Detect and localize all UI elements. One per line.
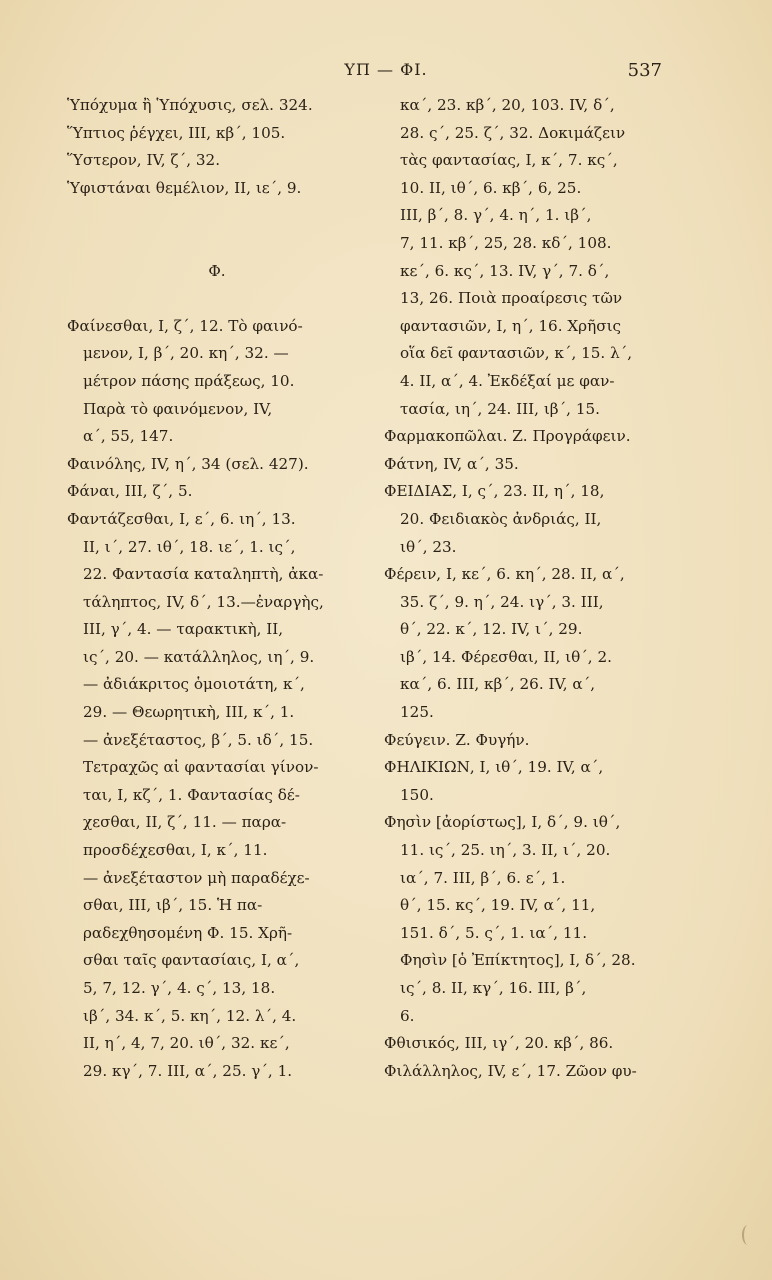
index-line: μέτρον πάσης πράξεως, 10.	[83, 371, 295, 390]
index-line: 22. Φαντασία καταληπτὴ, ἀκα-	[83, 565, 324, 584]
index-column-right	[384, 92, 684, 1085]
index-line: ραδεχθησομένη Φ. 15. Χρῆ-	[83, 923, 293, 942]
index-line: 5, 7, 12. γ΄, 4. ς΄, 13, 18.	[83, 979, 276, 997]
index-line: τὰς φαντασίας, I, κ΄, 7. κς΄,	[400, 151, 618, 170]
index-line: Φαινόλης, IV, η΄, 34 (σελ. 427).	[67, 454, 309, 473]
page-margin-mark	[742, 1225, 754, 1245]
index-line: ις΄, 8. II, κγ΄, 16. III, β΄,	[400, 979, 587, 997]
section-heading: Φ.	[208, 261, 226, 280]
index-line: Φησὶν [ὁ Ἐπίκτητος], I, δ΄, 28.	[400, 951, 636, 970]
index-line: Τετραχῶς αἱ φαντασίαι γίνον-	[83, 758, 319, 777]
index-line: Παρὰ τὸ φαινόμενον, IV,	[83, 399, 273, 418]
index-line: σθαι ταῖς φαντασίαις, I, α΄,	[83, 951, 300, 970]
running-head: ΥΠ — ΦΙ.	[344, 60, 428, 79]
index-line: θ΄, 22. κ΄, 12. IV, ι΄, 29.	[400, 620, 583, 639]
blank-line	[67, 202, 367, 230]
index-line: κα΄, 23. κβ΄, 20, 103. IV, δ΄,	[400, 96, 615, 114]
index-line: 4. II, α΄, 4. Ἐκδέξαί με φαν-	[400, 371, 615, 390]
index-line: Ὕστερον, IV, ζ΄, 32.	[67, 151, 221, 170]
page-number: 537	[627, 60, 662, 81]
index-column-left	[67, 92, 367, 1085]
index-line: Φαίνεσθαι, I, ζ΄, 12. Τὸ φαινό-	[67, 316, 303, 335]
index-line: 20. Φειδιακὸς ἀνδριάς, II,	[400, 509, 602, 528]
index-line: α΄, 55, 147.	[83, 427, 174, 446]
index-line: 6.	[400, 1006, 415, 1025]
index-line: φαντασιῶν, I, η΄, 16. Χρῆσις	[400, 316, 622, 335]
index-line: 28. ς΄, 25. ζ΄, 32. Δοκιμάζειν	[400, 123, 626, 142]
index-line: Φέρειν, I, κε΄, 6. κη΄, 28. II, α΄,	[384, 565, 625, 584]
index-line: ιβ΄, 34. κ΄, 5. κη΄, 12. λ΄, 4.	[83, 1006, 297, 1025]
index-line: τάληπτος, IV, δ΄, 13.—ἐναργὴς,	[83, 592, 324, 611]
index-line: Ὑπόχυμα ἢ Ὑπόχυσις, σελ. 324.	[67, 96, 313, 114]
page-header	[0, 60, 772, 86]
index-line: ις΄, 20. — κατάλληλος, ιη΄, 9.	[83, 647, 315, 666]
index-line: Φαντάζεσθαι, I, ε΄, 6. ιη΄, 13.	[67, 509, 296, 528]
index-line: κε΄, 6. κς΄, 13. IV, γ΄, 7. δ΄,	[400, 261, 610, 280]
index-line: II, ι΄, 27. ιθ΄, 18. ιε΄, 1. ις΄,	[83, 537, 296, 556]
index-line: III, β΄, 8. γ΄, 4. η΄, 1. ιβ΄,	[400, 206, 592, 225]
index-line: — ἀδιάκριτος ὁμοιοτάτη, κ΄,	[83, 675, 305, 694]
index-line: ΦΕΙΔΙΑΣ, I, ς΄, 23. II, η΄, 18,	[384, 482, 605, 501]
index-line: 125.	[400, 703, 434, 722]
index-line: Φεύγειν. Ζ. Φυγήν.	[384, 730, 530, 749]
index-line: 13, 26. Ποιὰ προαίρεσις τῶν	[400, 289, 623, 308]
index-line: Ὕπτιος ῥέγχει, III, κβ΄, 105.	[67, 123, 286, 142]
index-line: οἵα δεῖ φαντασιῶν, κ΄, 15. λ΄,	[400, 344, 633, 363]
index-line: ται, I, κζ΄, 1. Φαντασίας δέ-	[83, 785, 300, 804]
index-line: θ΄, 15. κς΄, 19. IV, α΄, 11,	[400, 896, 596, 915]
blank-line	[67, 230, 367, 258]
index-line: ιβ΄, 14. Φέρεσθαι, II, ιθ΄, 2.	[400, 647, 612, 666]
index-line: Φαρμακοπῶλαι. Ζ. Προγράφειν.	[384, 427, 631, 446]
index-line: μενον, I, β΄, 20. κη΄, 32. —	[83, 344, 289, 363]
index-line: II, η΄, 4, 7, 20. ιθ΄, 32. κε΄,	[83, 1034, 290, 1053]
index-line: — ἀνεξέταστον μὴ παραδέχε-	[83, 868, 310, 887]
index-line: III, γ΄, 4. — ταρακτικὴ, II,	[83, 620, 284, 639]
index-line: 151. δ΄, 5. ς΄, 1. ια΄, 11.	[400, 923, 588, 942]
index-line: Φάτνη, IV, α΄, 35.	[384, 454, 519, 473]
index-line: προσδέχεσθαι, I, κ΄, 11.	[83, 841, 268, 860]
index-line: ΦΗΛΙΚΙΩΝ, I, ιθ΄, 19. IV, α΄,	[384, 758, 604, 777]
index-line: κα΄, 6. III, κβ΄, 26. IV, α΄,	[400, 675, 596, 694]
index-line: 150.	[400, 785, 434, 804]
index-line: 29. — Θεωρητικὴ, III, κ΄, 1.	[83, 703, 295, 722]
index-line: — ἀνεξέταστος, β΄, 5. ιδ΄, 15.	[83, 730, 314, 749]
index-line: τασία, ιη΄, 24. III, ιβ΄, 15.	[400, 399, 600, 418]
index-line: Φθισικός, III, ιγ΄, 20. κβ΄, 86.	[384, 1034, 614, 1053]
index-line: Φάναι, III, ζ΄, 5.	[67, 482, 193, 501]
index-line: ιθ΄, 23.	[400, 537, 457, 556]
index-line: σθαι, III, ιβ΄, 15. Ἡ πα-	[83, 896, 263, 915]
index-line: 7, 11. κβ΄, 25, 28. κδ΄, 108.	[400, 233, 612, 252]
index-line: Φιλάλληλος, IV, ε΄, 17. Ζῶον φυ-	[384, 1061, 637, 1080]
index-line: ια΄, 7. III, β΄, 6. ε΄, 1.	[400, 868, 566, 887]
index-line: 29. κγ΄, 7. III, α΄, 25. γ΄, 1.	[83, 1061, 293, 1080]
index-line: 10. II, ιθ΄, 6. κβ΄, 6, 25.	[400, 178, 582, 197]
blank-line	[67, 285, 367, 313]
index-line: Φησὶν [ἀορίστως], I, δ΄, 9. ιθ΄,	[384, 813, 621, 832]
index-line: Ὑφιστάναι θεμέλιον, II, ιε΄, 9.	[67, 178, 302, 197]
index-line: 11. ις΄, 25. ιη΄, 3. II, ι΄, 20.	[400, 841, 611, 860]
index-line: 35. ζ΄, 9. η΄, 24. ιγ΄, 3. III,	[400, 592, 604, 611]
index-line: χεσθαι, II, ζ΄, 11. — παρα-	[83, 813, 287, 832]
